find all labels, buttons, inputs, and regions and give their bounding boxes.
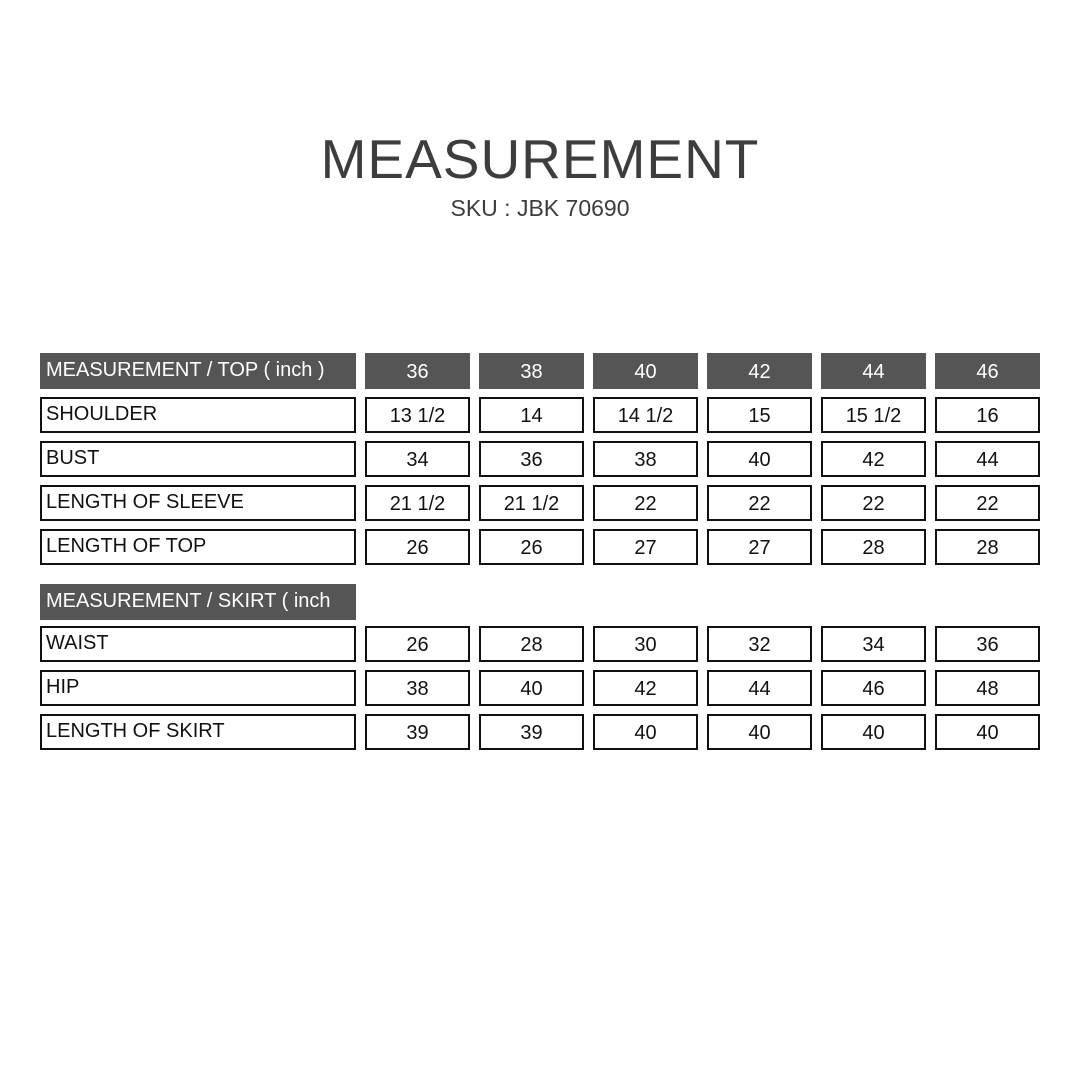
table-cell: 26 (365, 529, 470, 565)
table-cell: 22 (707, 485, 812, 521)
row-label: SHOULDER (40, 397, 356, 433)
table-cell: 39 (479, 714, 584, 750)
table-cell: 28 (821, 529, 926, 565)
table-cell: 42 (821, 441, 926, 477)
table-cell: 36 (935, 626, 1040, 662)
table-cell: 34 (365, 441, 470, 477)
table-cell: 40 (593, 714, 698, 750)
skirt-table-heading: MEASUREMENT / SKIRT ( inch (40, 584, 356, 620)
page-title: MEASUREMENT (320, 128, 760, 190)
size-header: 40 (593, 353, 698, 389)
row-label: HIP (40, 670, 356, 706)
table-cell: 44 (935, 441, 1040, 477)
table-cell: 22 (821, 485, 926, 521)
table-cell: 14 (479, 397, 584, 433)
table-cell: 42 (593, 670, 698, 706)
size-header: 46 (935, 353, 1040, 389)
table-cell: 40 (707, 441, 812, 477)
size-header: 42 (707, 353, 812, 389)
table-cell: 27 (593, 529, 698, 565)
table-cell: 40 (821, 714, 926, 750)
table-cell: 26 (479, 529, 584, 565)
table-cell: 22 (935, 485, 1040, 521)
table-cell: 40 (479, 670, 584, 706)
table-cell: 44 (707, 670, 812, 706)
table-cell: 15 (707, 397, 812, 433)
table-cell: 40 (707, 714, 812, 750)
table-cell: 40 (935, 714, 1040, 750)
table-cell: 38 (365, 670, 470, 706)
table-cell: 32 (707, 626, 812, 662)
sku-label: SKU : JBK 70690 (450, 195, 630, 221)
table-cell: 27 (707, 529, 812, 565)
table-cell: 38 (593, 441, 698, 477)
row-label: LENGTH OF SLEEVE (40, 485, 356, 521)
table-cell: 21 1/2 (479, 485, 584, 521)
table-cell: 48 (935, 670, 1040, 706)
size-header: 36 (365, 353, 470, 389)
table-cell: 15 1/2 (821, 397, 926, 433)
table-cell: 39 (365, 714, 470, 750)
table-cell: 28 (935, 529, 1040, 565)
table-cell: 46 (821, 670, 926, 706)
table-cell: 36 (479, 441, 584, 477)
table-cell: 21 1/2 (365, 485, 470, 521)
row-label: BUST (40, 441, 356, 477)
table-cell: 16 (935, 397, 1040, 433)
row-label: WAIST (40, 626, 356, 662)
table-cell: 26 (365, 626, 470, 662)
row-label: LENGTH OF TOP (40, 529, 356, 565)
table-cell: 13 1/2 (365, 397, 470, 433)
table-cell: 14 1/2 (593, 397, 698, 433)
top-table-heading: MEASUREMENT / TOP ( inch ) (40, 353, 356, 389)
row-label: LENGTH OF SKIRT (40, 714, 356, 750)
size-header: 38 (479, 353, 584, 389)
table-cell: 28 (479, 626, 584, 662)
table-cell: 34 (821, 626, 926, 662)
table-cell: 30 (593, 626, 698, 662)
table-cell: 22 (593, 485, 698, 521)
size-header: 44 (821, 353, 926, 389)
